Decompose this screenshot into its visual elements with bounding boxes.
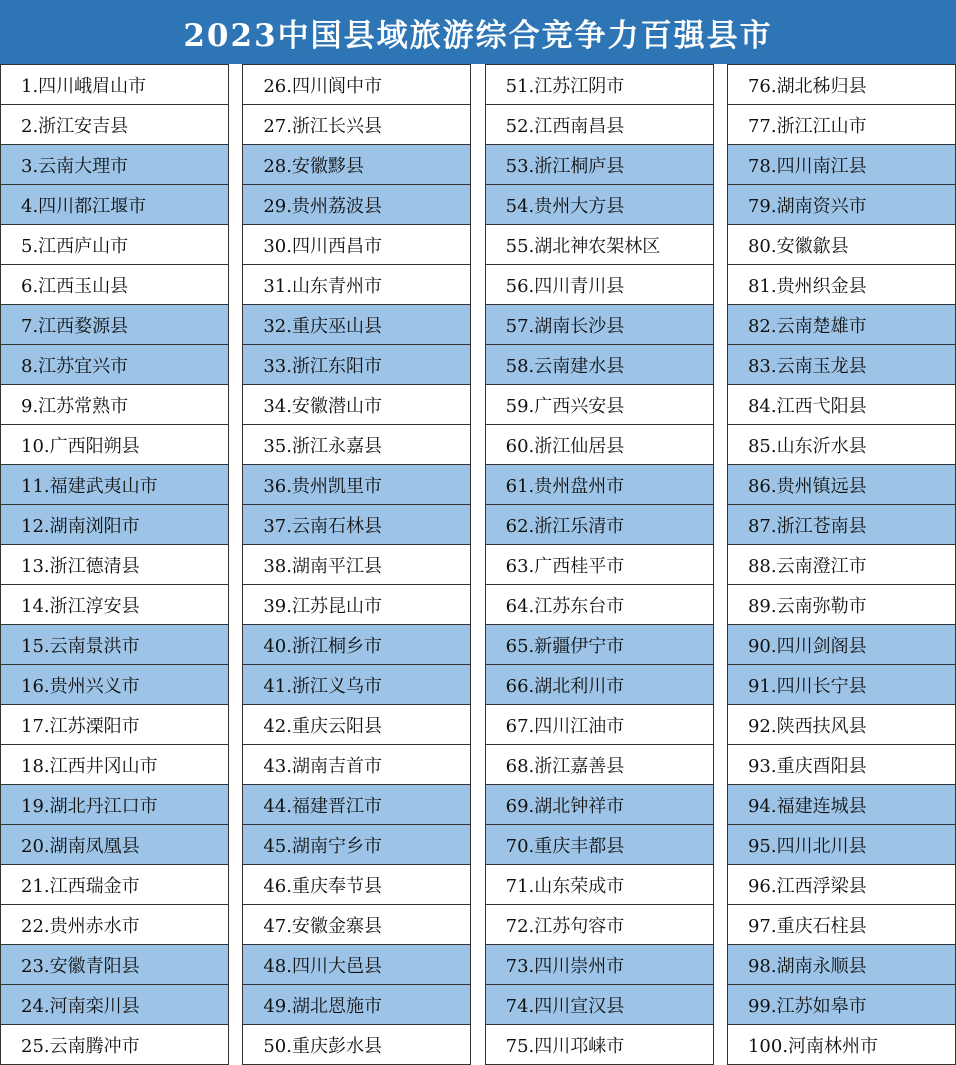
table-cell: 57.湖南长沙县: [486, 305, 713, 345]
table-cell: 76.湖北秭归县: [728, 65, 955, 105]
table-cell: 71.山东荣成市: [486, 865, 713, 905]
table-column-4: [727, 64, 956, 1065]
table-cell: 97.重庆石柱县: [728, 905, 955, 945]
table-cell: 43.湖南吉首市: [243, 745, 470, 785]
table-cell: 32.重庆巫山县: [243, 305, 470, 345]
table-cell: 62.浙江乐清市: [486, 505, 713, 545]
table-cell: 91.四川长宁县: [728, 665, 955, 705]
table-cell: 54.贵州大方县: [486, 185, 713, 225]
table-cell: 70.重庆丰都县: [486, 825, 713, 865]
table-cell: 41.浙江义乌市: [243, 665, 470, 705]
table-cell: 82.云南楚雄市: [728, 305, 955, 345]
table-cell: 13.浙江德清县: [1, 545, 228, 585]
table-cell: 42.重庆云阳县: [243, 705, 470, 745]
table-cell: 56.四川青川县: [486, 265, 713, 305]
table-cell: 72.江苏句容市: [486, 905, 713, 945]
table-cell: 89.云南弥勒市: [728, 585, 955, 625]
table-cell: 52.江西南昌县: [486, 105, 713, 145]
table-cell: 50.重庆彭水县: [243, 1025, 470, 1065]
table-cell: 88.云南澄江市: [728, 545, 955, 585]
table-column-1: [0, 64, 229, 1065]
table-cell: 15.云南景洪市: [1, 625, 228, 665]
table-column-3: [485, 64, 714, 1065]
table-cell: 10.广西阳朔县: [1, 425, 228, 465]
table-cell: 69.湖北钟祥市: [486, 785, 713, 825]
table-cell: 34.安徽潜山市: [243, 385, 470, 425]
table-cell: 100.河南林州市: [728, 1025, 955, 1065]
table-cell: 3.云南大理市: [1, 145, 228, 185]
table-cell: 81.贵州织金县: [728, 265, 955, 305]
table-cell: 19.湖北丹江口市: [1, 785, 228, 825]
table-cell: 1.四川峨眉山市: [1, 65, 228, 105]
table-cell: 40.浙江桐乡市: [243, 625, 470, 665]
table-cell: 73.四川崇州市: [486, 945, 713, 985]
table-cell: 60.浙江仙居县: [486, 425, 713, 465]
table-cell: 14.浙江淳安县: [1, 585, 228, 625]
table-cell: 99.江苏如皋市: [728, 985, 955, 1025]
table-cell: 80.安徽歙县: [728, 225, 955, 265]
table-cell: 9.江苏常熟市: [1, 385, 228, 425]
table-cell: 30.四川西昌市: [243, 225, 470, 265]
table-cell: 11.福建武夷山市: [1, 465, 228, 505]
table-cell: 64.江苏东台市: [486, 585, 713, 625]
table-cell: 37.云南石林县: [243, 505, 470, 545]
table-cell: 93.重庆酉阳县: [728, 745, 955, 785]
table-cell: 67.四川江油市: [486, 705, 713, 745]
table-cell: 45.湖南宁乡市: [243, 825, 470, 865]
table-cell: 77.浙江江山市: [728, 105, 955, 145]
table-cell: 29.贵州荔波县: [243, 185, 470, 225]
table-cell: 83.云南玉龙县: [728, 345, 955, 385]
table-cell: 16.贵州兴义市: [1, 665, 228, 705]
table-cell: 39.江苏昆山市: [243, 585, 470, 625]
table-cell: 65.新疆伊宁市: [486, 625, 713, 665]
table-cell: 58.云南建水县: [486, 345, 713, 385]
table-cell: 7.江西婺源县: [1, 305, 228, 345]
table-cell: 53.浙江桐庐县: [486, 145, 713, 185]
table-cell: 26.四川阆中市: [243, 65, 470, 105]
table-cell: 92.陕西扶风县: [728, 705, 955, 745]
table-cell: 84.江西弋阳县: [728, 385, 955, 425]
table-cell: 79.湖南资兴市: [728, 185, 955, 225]
table-cell: 75.四川邛崃市: [486, 1025, 713, 1065]
table-cell: 28.安徽黟县: [243, 145, 470, 185]
table-cell: 94.福建连城县: [728, 785, 955, 825]
table-cell: 78.四川南江县: [728, 145, 955, 185]
table-cell: 31.山东青州市: [243, 265, 470, 305]
table-cell: 22.贵州赤水市: [1, 905, 228, 945]
table-column-2: [242, 64, 471, 1065]
table-cell: 27.浙江长兴县: [243, 105, 470, 145]
table-cell: 46.重庆奉节县: [243, 865, 470, 905]
ranking-table: [0, 64, 956, 1065]
table-cell: 44.福建晋江市: [243, 785, 470, 825]
table-cell: 61.贵州盘州市: [486, 465, 713, 505]
table-cell: 51.江苏江阴市: [486, 65, 713, 105]
table-cell: 24.河南栾川县: [1, 985, 228, 1025]
table-cell: 12.湖南浏阳市: [1, 505, 228, 545]
table-cell: 98.湖南永顺县: [728, 945, 955, 985]
table-cell: 5.江西庐山市: [1, 225, 228, 265]
table-cell: 18.江西井冈山市: [1, 745, 228, 785]
table-cell: 86.贵州镇远县: [728, 465, 955, 505]
table-cell: 63.广西桂平市: [486, 545, 713, 585]
table-cell: 55.湖北神农架林区: [486, 225, 713, 265]
table-cell: 17.江苏溧阳市: [1, 705, 228, 745]
table-cell: 25.云南腾冲市: [1, 1025, 228, 1065]
table-cell: 20.湖南凤凰县: [1, 825, 228, 865]
table-cell: 21.江西瑞金市: [1, 865, 228, 905]
table-cell: 8.江苏宜兴市: [1, 345, 228, 385]
table-cell: 49.湖北恩施市: [243, 985, 470, 1025]
table-cell: 96.江西浮梁县: [728, 865, 955, 905]
page-title: 2023中国县域旅游综合竞争力百强县市: [0, 0, 956, 64]
table-cell: 87.浙江苍南县: [728, 505, 955, 545]
table-cell: 2.浙江安吉县: [1, 105, 228, 145]
table-cell: 59.广西兴安县: [486, 385, 713, 425]
table-cell: 90.四川剑阁县: [728, 625, 955, 665]
table-cell: 48.四川大邑县: [243, 945, 470, 985]
table-cell: 74.四川宣汉县: [486, 985, 713, 1025]
table-cell: 35.浙江永嘉县: [243, 425, 470, 465]
table-cell: 85.山东沂水县: [728, 425, 955, 465]
table-cell: 33.浙江东阳市: [243, 345, 470, 385]
table-cell: 6.江西玉山县: [1, 265, 228, 305]
table-cell: 4.四川都江堰市: [1, 185, 228, 225]
table-cell: 38.湖南平江县: [243, 545, 470, 585]
table-cell: 95.四川北川县: [728, 825, 955, 865]
table-cell: 68.浙江嘉善县: [486, 745, 713, 785]
table-cell: 23.安徽青阳县: [1, 945, 228, 985]
table-cell: 47.安徽金寨县: [243, 905, 470, 945]
table-cell: 66.湖北利川市: [486, 665, 713, 705]
table-cell: 36.贵州凯里市: [243, 465, 470, 505]
